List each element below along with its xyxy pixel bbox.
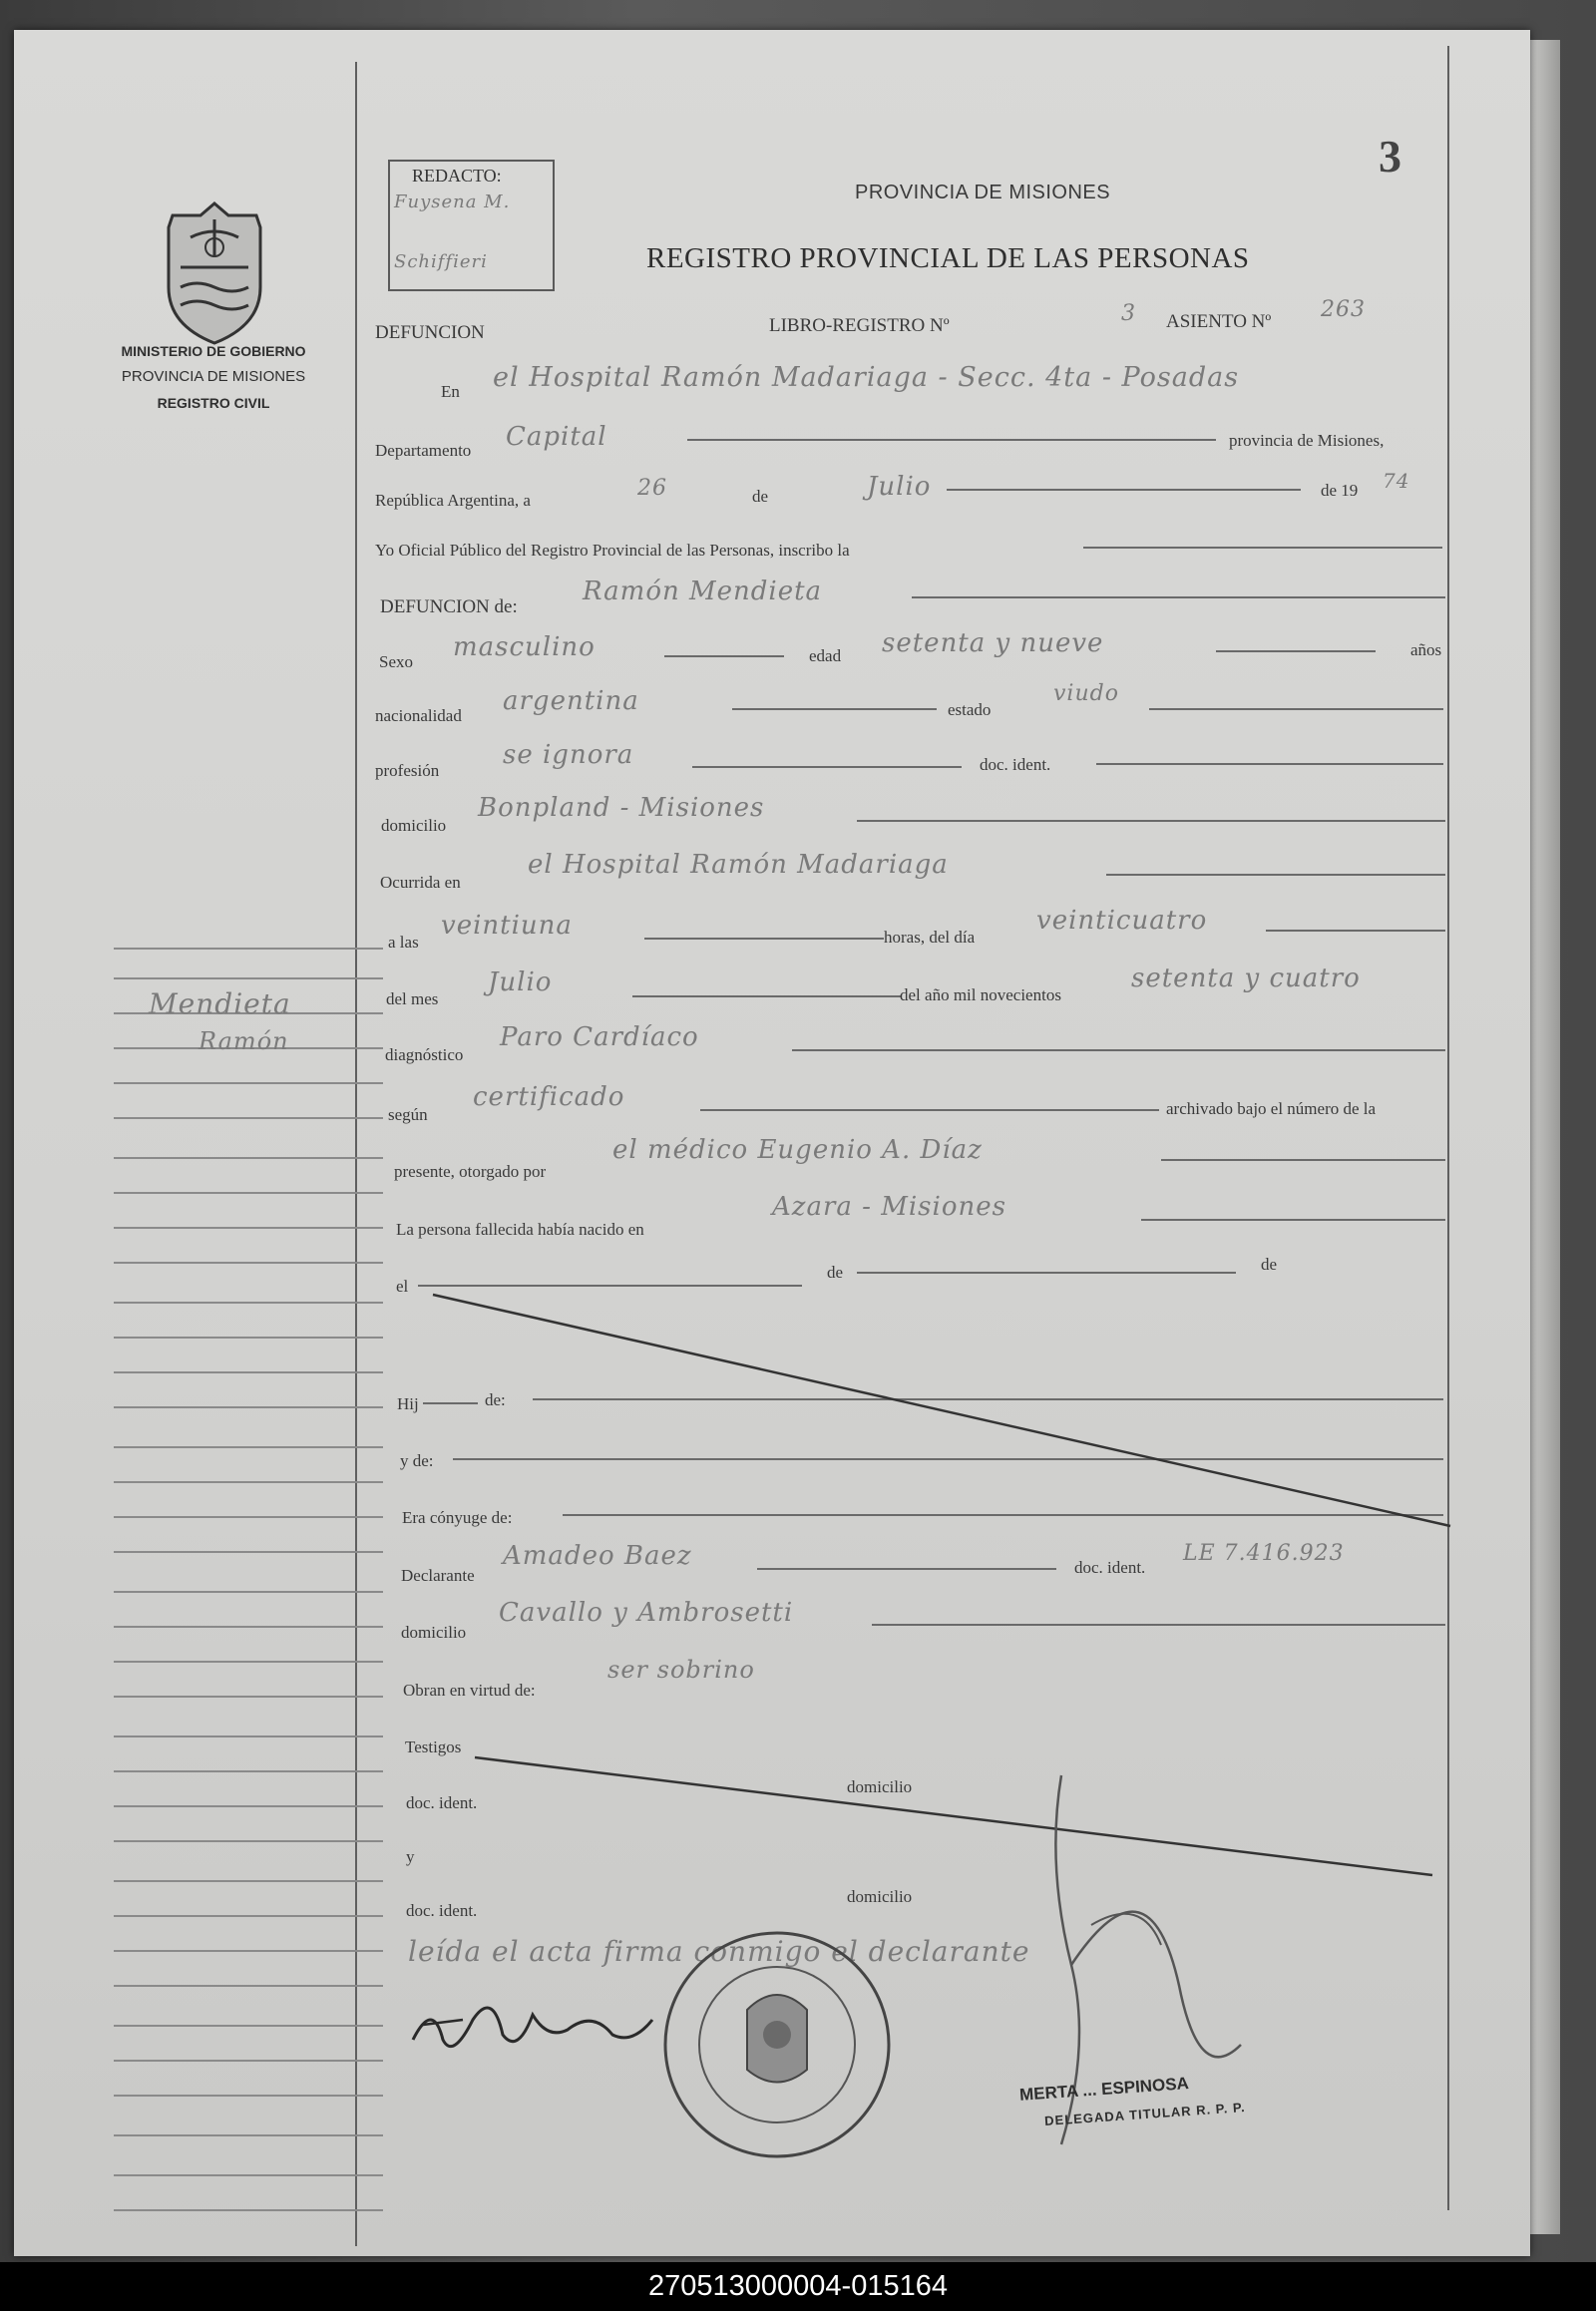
declarante-doc-label: doc. ident.: [1074, 1558, 1146, 1577]
closing-note: leída el acta firma conmigo el declarante: [408, 1935, 1030, 1968]
hij-label: Hij: [397, 1394, 419, 1413]
sidebar-province-label: PROVINCIA DE MISIONES: [121, 368, 306, 385]
edad-label: edad: [809, 646, 842, 665]
el-label: el: [396, 1277, 409, 1296]
margin-note-surname: Mendieta: [149, 987, 291, 1020]
en-label: En: [441, 382, 460, 401]
mes-fallec-value: Julio: [488, 967, 553, 997]
y-de-label: y de:: [400, 1451, 434, 1470]
profesion-value: se ignora: [503, 740, 634, 770]
anos-label: años: [1410, 640, 1442, 659]
segun-label: según: [388, 1105, 428, 1124]
de-label-2: de: [827, 1263, 844, 1282]
redacto-name-1: Fuysena M.: [394, 192, 511, 212]
death-certificate-page: [14, 30, 1530, 2256]
defuncion-de-label: DEFUNCION de:: [380, 596, 518, 617]
dia-value: 26: [637, 476, 667, 501]
defuncion-label: DEFUNCION: [375, 322, 485, 343]
nacionalidad-label: nacionalidad: [375, 706, 462, 725]
diagnostico-label: diagnóstico: [385, 1045, 464, 1064]
header-registry: REGISTRO PROVINCIAL DE LAS PERSONAS: [646, 242, 1250, 274]
y-label: y: [406, 1847, 415, 1866]
nacido-en-value: Azara - Misiones: [772, 1192, 1006, 1222]
departamento-label: Departamento: [375, 441, 472, 460]
declarant-signature: [403, 1980, 662, 2070]
departamento-value: Capital: [506, 422, 607, 452]
nacionalidad-value: argentina: [503, 686, 639, 716]
segun-value: certificado: [473, 1082, 625, 1112]
declarante-domicilio-value: Cavallo y Ambrosetti: [499, 1598, 794, 1628]
testigo-doc-label-2: doc. ident.: [406, 1901, 478, 1920]
hora-value: veintiuna: [441, 911, 573, 941]
a-las-label: a las: [388, 933, 419, 952]
header-province: PROVINCIA DE MISIONES: [855, 182, 1111, 203]
page-number: 3: [1379, 131, 1401, 182]
ocurrida-en-value: el Hospital Ramón Madariaga: [528, 850, 949, 880]
ocurrida-en-label: Ocurrida en: [380, 873, 461, 892]
asiento-number: 263: [1321, 297, 1366, 322]
testigo-domicilio-label-1: domicilio: [847, 1777, 913, 1796]
ano-value: 74: [1383, 469, 1410, 493]
conyuge-label: Era cónyuge de:: [402, 1508, 513, 1527]
official-stamp-name: MERTA ... ESPINOSA: [1018, 2074, 1190, 2105]
declarante-value: Amadeo Baez: [503, 1541, 692, 1571]
margin-note-name: Ramón: [199, 1027, 289, 1055]
del-ano-label: del año mil novecientos: [900, 985, 1061, 1004]
ministry-label: MINISTERIO DE GOBIERNO: [121, 343, 306, 359]
libro-number: 3: [1121, 301, 1136, 326]
de-label-3: de: [1261, 1255, 1278, 1274]
diagnostico-value: Paro Cardíaco: [500, 1022, 699, 1052]
edad-value: setenta y nueve: [882, 628, 1104, 658]
estado-value: viudo: [1053, 681, 1119, 706]
ano-fallec-value: setenta y cuatro: [1131, 963, 1361, 993]
declarante-domicilio-label: domicilio: [401, 1623, 467, 1642]
libro-label: LIBRO-REGISTRO Nº: [769, 315, 950, 336]
civil-registry-label: REGISTRO CIVIL: [157, 395, 270, 411]
archivado-label: archivado bajo el número de la: [1166, 1099, 1377, 1118]
nombre-value: Ramón Mendieta: [583, 577, 823, 606]
obran-label: Obran en virtud de:: [403, 1681, 536, 1700]
obran-value: ser sobrino: [607, 1656, 755, 1684]
estado-label: estado: [948, 700, 992, 719]
sexo-label: Sexo: [379, 652, 413, 671]
republica-label: República Argentina, a: [375, 491, 531, 510]
redacto-label: REDACTO:: [412, 166, 502, 186]
official-stamp-title: DELEGADA TITULAR R. P. P.: [1043, 2099, 1247, 2129]
testigo-doc-label-1: doc. ident.: [406, 1793, 478, 1812]
lugar-value: el Hospital Ramón Madariaga - Secc. 4ta - Posadas: [493, 362, 1240, 393]
horas-del-dia-label: horas, del día: [884, 928, 976, 947]
profesion-label: profesión: [375, 761, 440, 780]
domicilio-label: domicilio: [381, 816, 447, 835]
yo-oficial-label: Yo Oficial Público del Registro Provincial de las Personas, inscribo la: [375, 541, 850, 560]
domicilio-value: Bonpland - Misiones: [478, 793, 765, 823]
provincia-misiones-label: provincia de Misiones,: [1229, 431, 1385, 450]
de-label-1: de: [752, 487, 769, 506]
presente-label: presente, otorgado por: [394, 1162, 547, 1181]
image-caption-id: 270513000004-015164: [0, 2262, 1596, 2311]
mes-value: Julio: [867, 472, 932, 502]
sexo-value: masculino: [453, 632, 596, 662]
del-mes-label: del mes: [386, 989, 439, 1008]
declarante-label: Declarante: [401, 1566, 475, 1585]
declarante-doc-value: LE 7.416.923: [1183, 1541, 1345, 1566]
page-edge: [1530, 40, 1560, 2234]
dia-fallec-value: veinticuatro: [1036, 906, 1208, 936]
hij-de-label: de:: [485, 1390, 506, 1409]
official-seal: [652, 1920, 902, 2169]
testigos-label: Testigos: [405, 1737, 462, 1756]
otorgado-por-value: el médico Eugenio A. Díaz: [612, 1135, 983, 1165]
asiento-label: ASIENTO Nº: [1166, 311, 1272, 332]
nacido-en-label: La persona fallecida había nacido en: [396, 1220, 644, 1239]
redacto-name-2: Schiffieri: [394, 251, 488, 272]
doc-ident-label: doc. ident.: [980, 755, 1051, 774]
testigo-domicilio-label-2: domicilio: [847, 1887, 913, 1906]
de-19-label: de 19: [1321, 481, 1359, 500]
